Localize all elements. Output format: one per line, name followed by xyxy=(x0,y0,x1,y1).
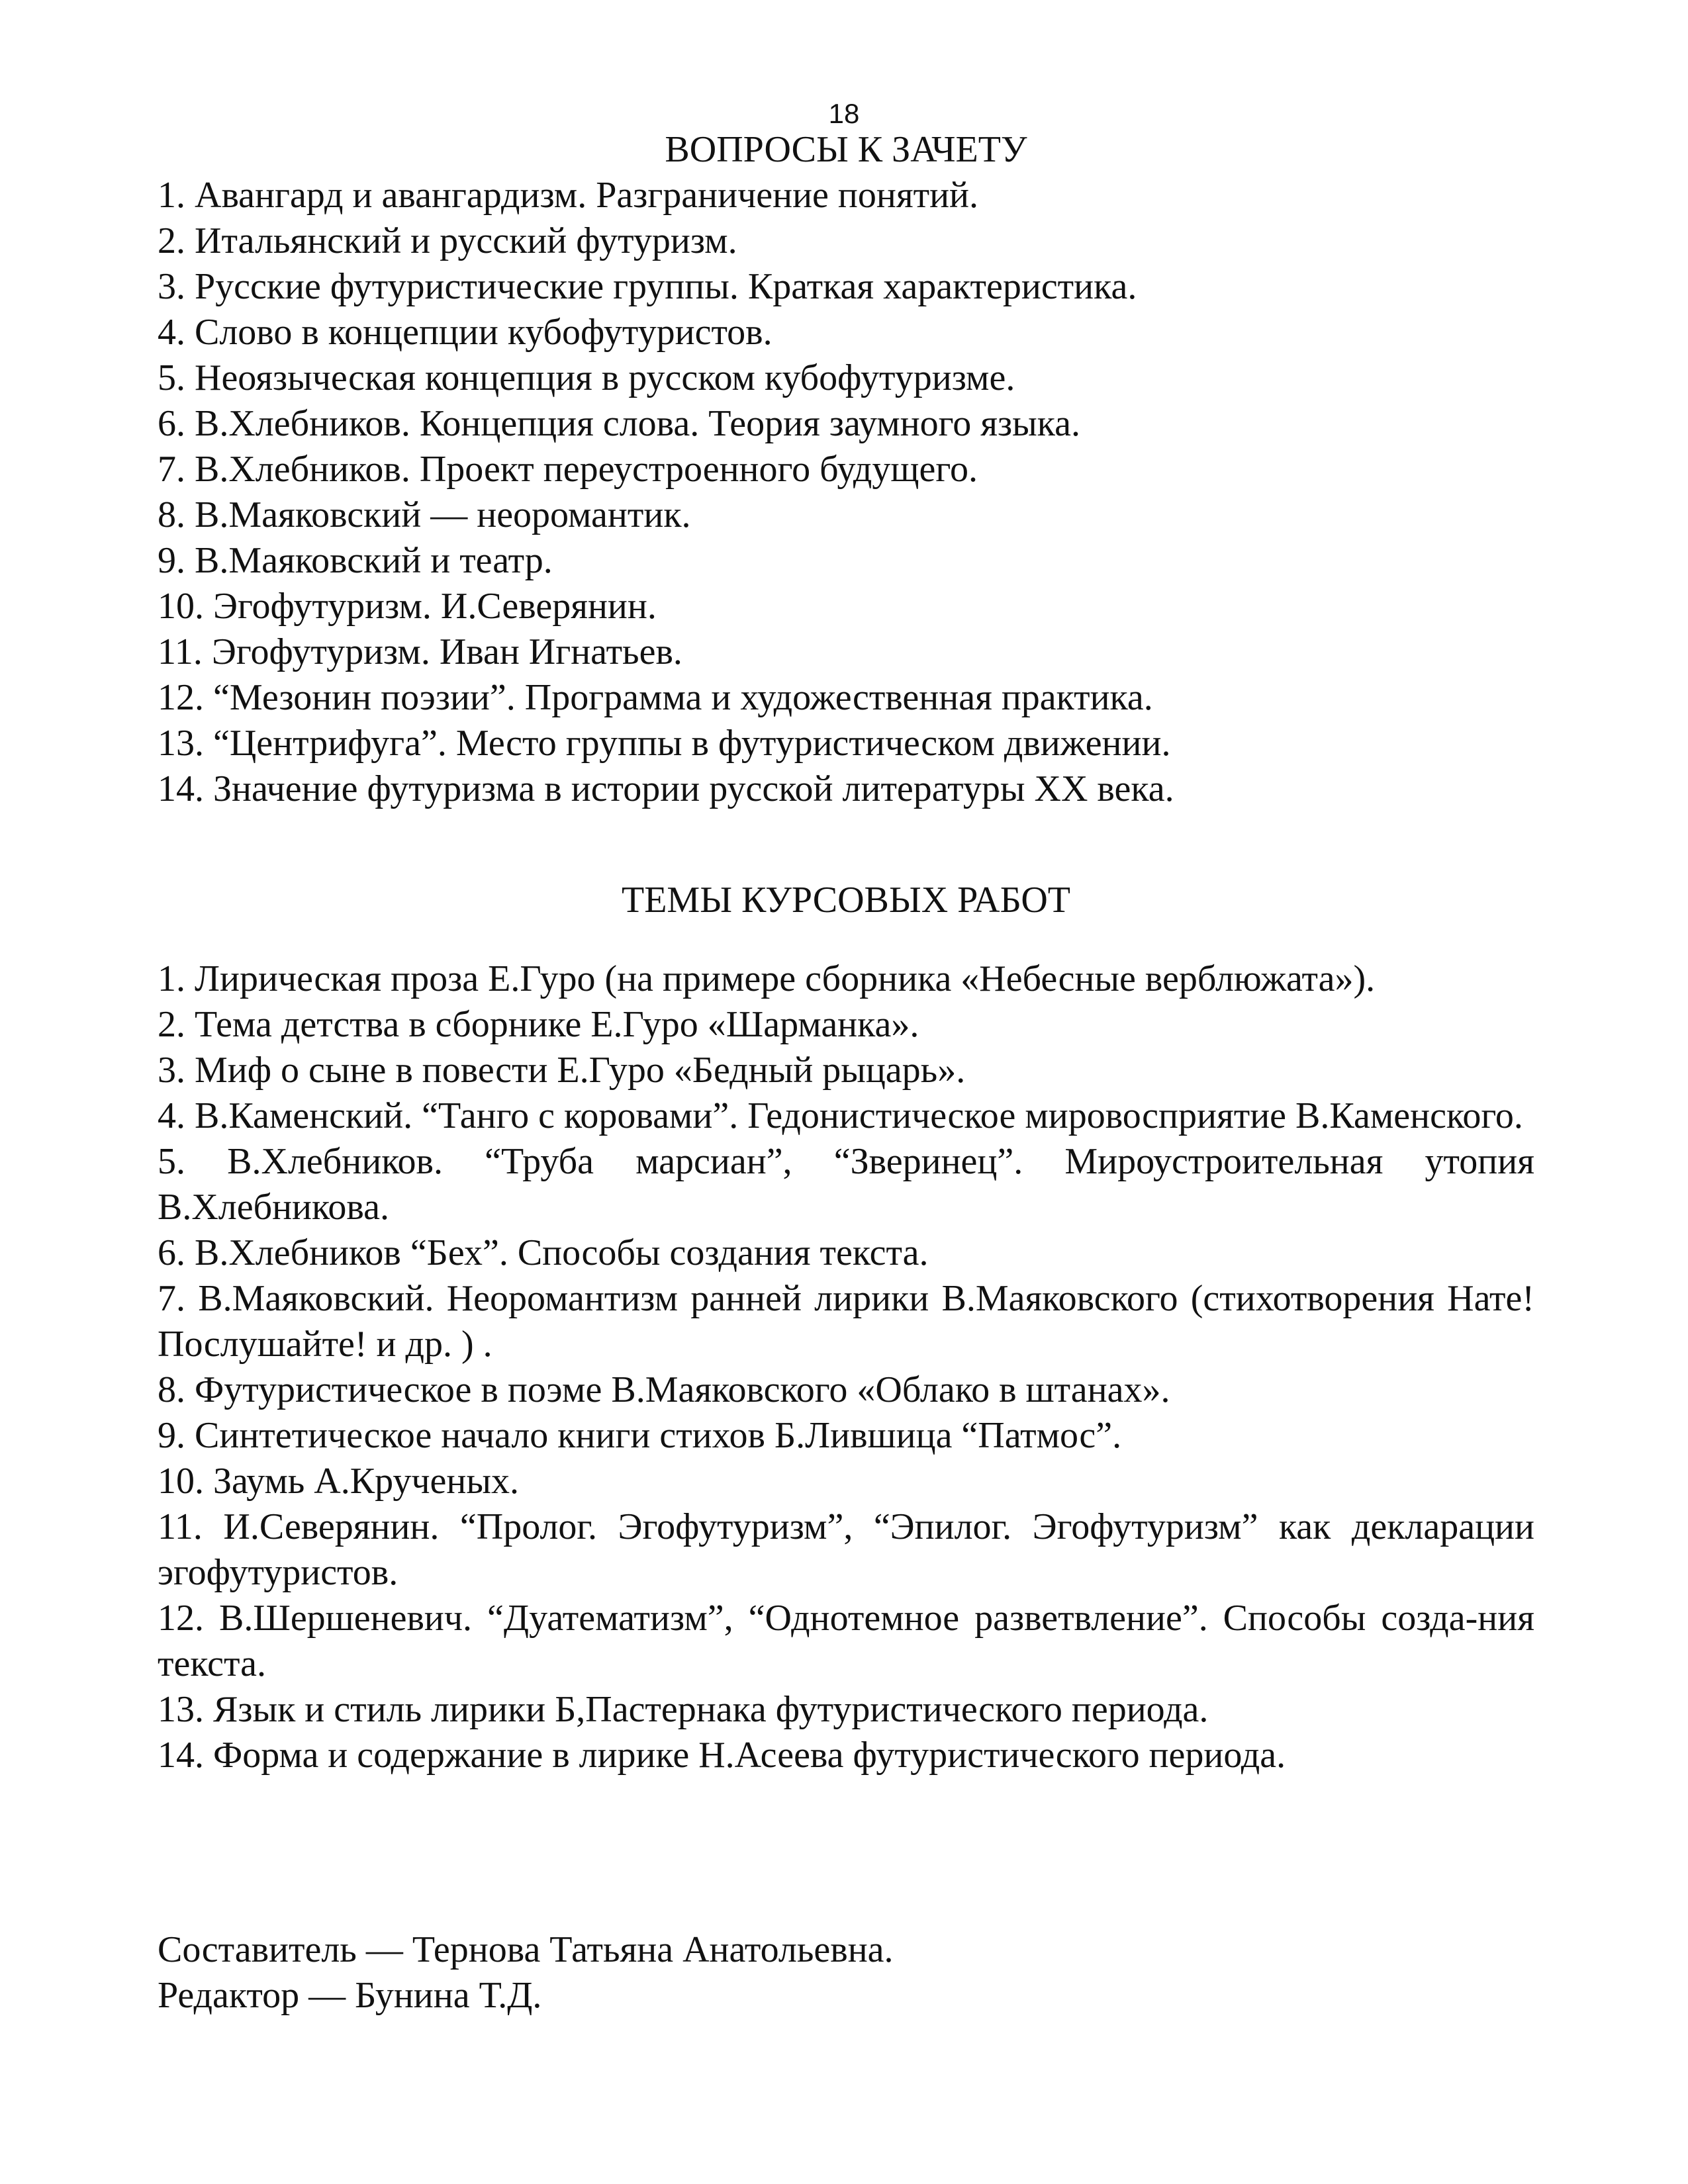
topic-item: 6. В.Хлебников “Бех”. Способы создания текста. xyxy=(158,1232,929,1273)
question-item: 5. Неоязыческая концепция в русском кубофутуризме. xyxy=(158,357,1015,398)
topic-item: 3. Миф о сыне в повести Е.Гуро «Бедный рыцарь». xyxy=(158,1050,966,1091)
topic-item: 1. Лирическая проза Е.Гуро (на примере сборника «Небесные верблюжата»). xyxy=(158,958,1376,999)
section-spacer xyxy=(158,923,1534,956)
compiler-credit: Составитель — Тернова Татьяна Анатольевна. xyxy=(158,1929,894,1970)
question-item: 2. Итальянский и русский футуризм. xyxy=(158,220,737,261)
topics-heading: ТЕМЫ КУРСОВЫХ РАБОТ xyxy=(621,880,1070,921)
question-item: 7. В.Хлебников. Проект переустроенного будущего. xyxy=(158,449,978,490)
topic-item: 2. Тема детства в сборнике Е.Гуро «Шарманка». xyxy=(158,1004,919,1045)
topic-item: 7. В.Маяковский. Неоромантизм ранней лирики В.Маяковского (стихотворения Нате! Послушайте! и др. ) . xyxy=(158,1278,1534,1365)
question-item: 8. В.Маяковский — неоромантик. xyxy=(158,494,691,535)
topic-item: 14. Форма и содержание в лирике Н.Асеева футуристического периода. xyxy=(158,1735,1286,1776)
question-item: 10. Эгофутуризм. И.Северянин. xyxy=(158,586,657,627)
topic-item: 10. Заумь А.Крученых. xyxy=(158,1461,519,1502)
topic-item: 9. Синтетическое начало книги стихов Б.Лившица “Патмос”. xyxy=(158,1415,1122,1456)
page-number: 18 xyxy=(828,98,860,129)
topic-item: 13. Язык и стиль лирики Б,Пастернака футуристического периода. xyxy=(158,1689,1209,1730)
editor-credit: Редактор — Бунина Т.Д. xyxy=(158,1975,542,2016)
questions-list xyxy=(158,173,1534,812)
question-item: 9. В.Маяковский и театр. xyxy=(158,540,553,581)
topics-list xyxy=(158,956,1534,1778)
questions-heading: ВОПРОСЫ К ЗАЧЕТУ xyxy=(665,129,1027,170)
question-item: 13. “Центрифуга”. Место группы в футуристическом движении. xyxy=(158,723,1171,764)
topic-item: 12. В.Шершеневич. “Дуатематизм”, “Однотемное разветвление”. Способы созда-ния текста. xyxy=(158,1598,1534,1684)
topic-item: 11. И.Северянин. “Пролог. Эгофутуризм”, “Эпилог. Эгофутуризм” как декларации эгофутуристов. xyxy=(158,1506,1534,1593)
question-item: 3. Русские футуристические группы. Краткая характеристика. xyxy=(158,266,1137,307)
section-spacer xyxy=(158,1778,1534,1927)
question-item: 12. “Мезонин поэзии”. Программа и художественная практика. xyxy=(158,677,1153,718)
topic-item: 4. В.Каменский. “Танго с коровами”. Гедонистическое мировосприятие В.Каменского. xyxy=(158,1095,1523,1136)
topic-item: 8. Футуристическое в поэме В.Маяковского «Облако в штанах». xyxy=(158,1369,1170,1410)
topic-item: 5. В.Хлебников. “Труба марсиан”, “Зверинец”. Мироустроительная утопия В.Хлебникова. xyxy=(158,1141,1534,1228)
question-item: 1. Авангард и авангардизм. Разграничение понятий. xyxy=(158,175,979,216)
question-item: 4. Слово в концепции кубофутуристов. xyxy=(158,312,773,353)
question-item: 11. Эгофутуризм. Иван Игнатьев. xyxy=(158,631,682,672)
page-content xyxy=(158,127,1534,2019)
section-spacer xyxy=(158,812,1534,878)
question-item: 14. Значение футуризма в истории русской литературы ХХ века. xyxy=(158,768,1174,809)
question-item: 6. В.Хлебников. Концепция слова. Теория заумного языка. xyxy=(158,403,1080,444)
